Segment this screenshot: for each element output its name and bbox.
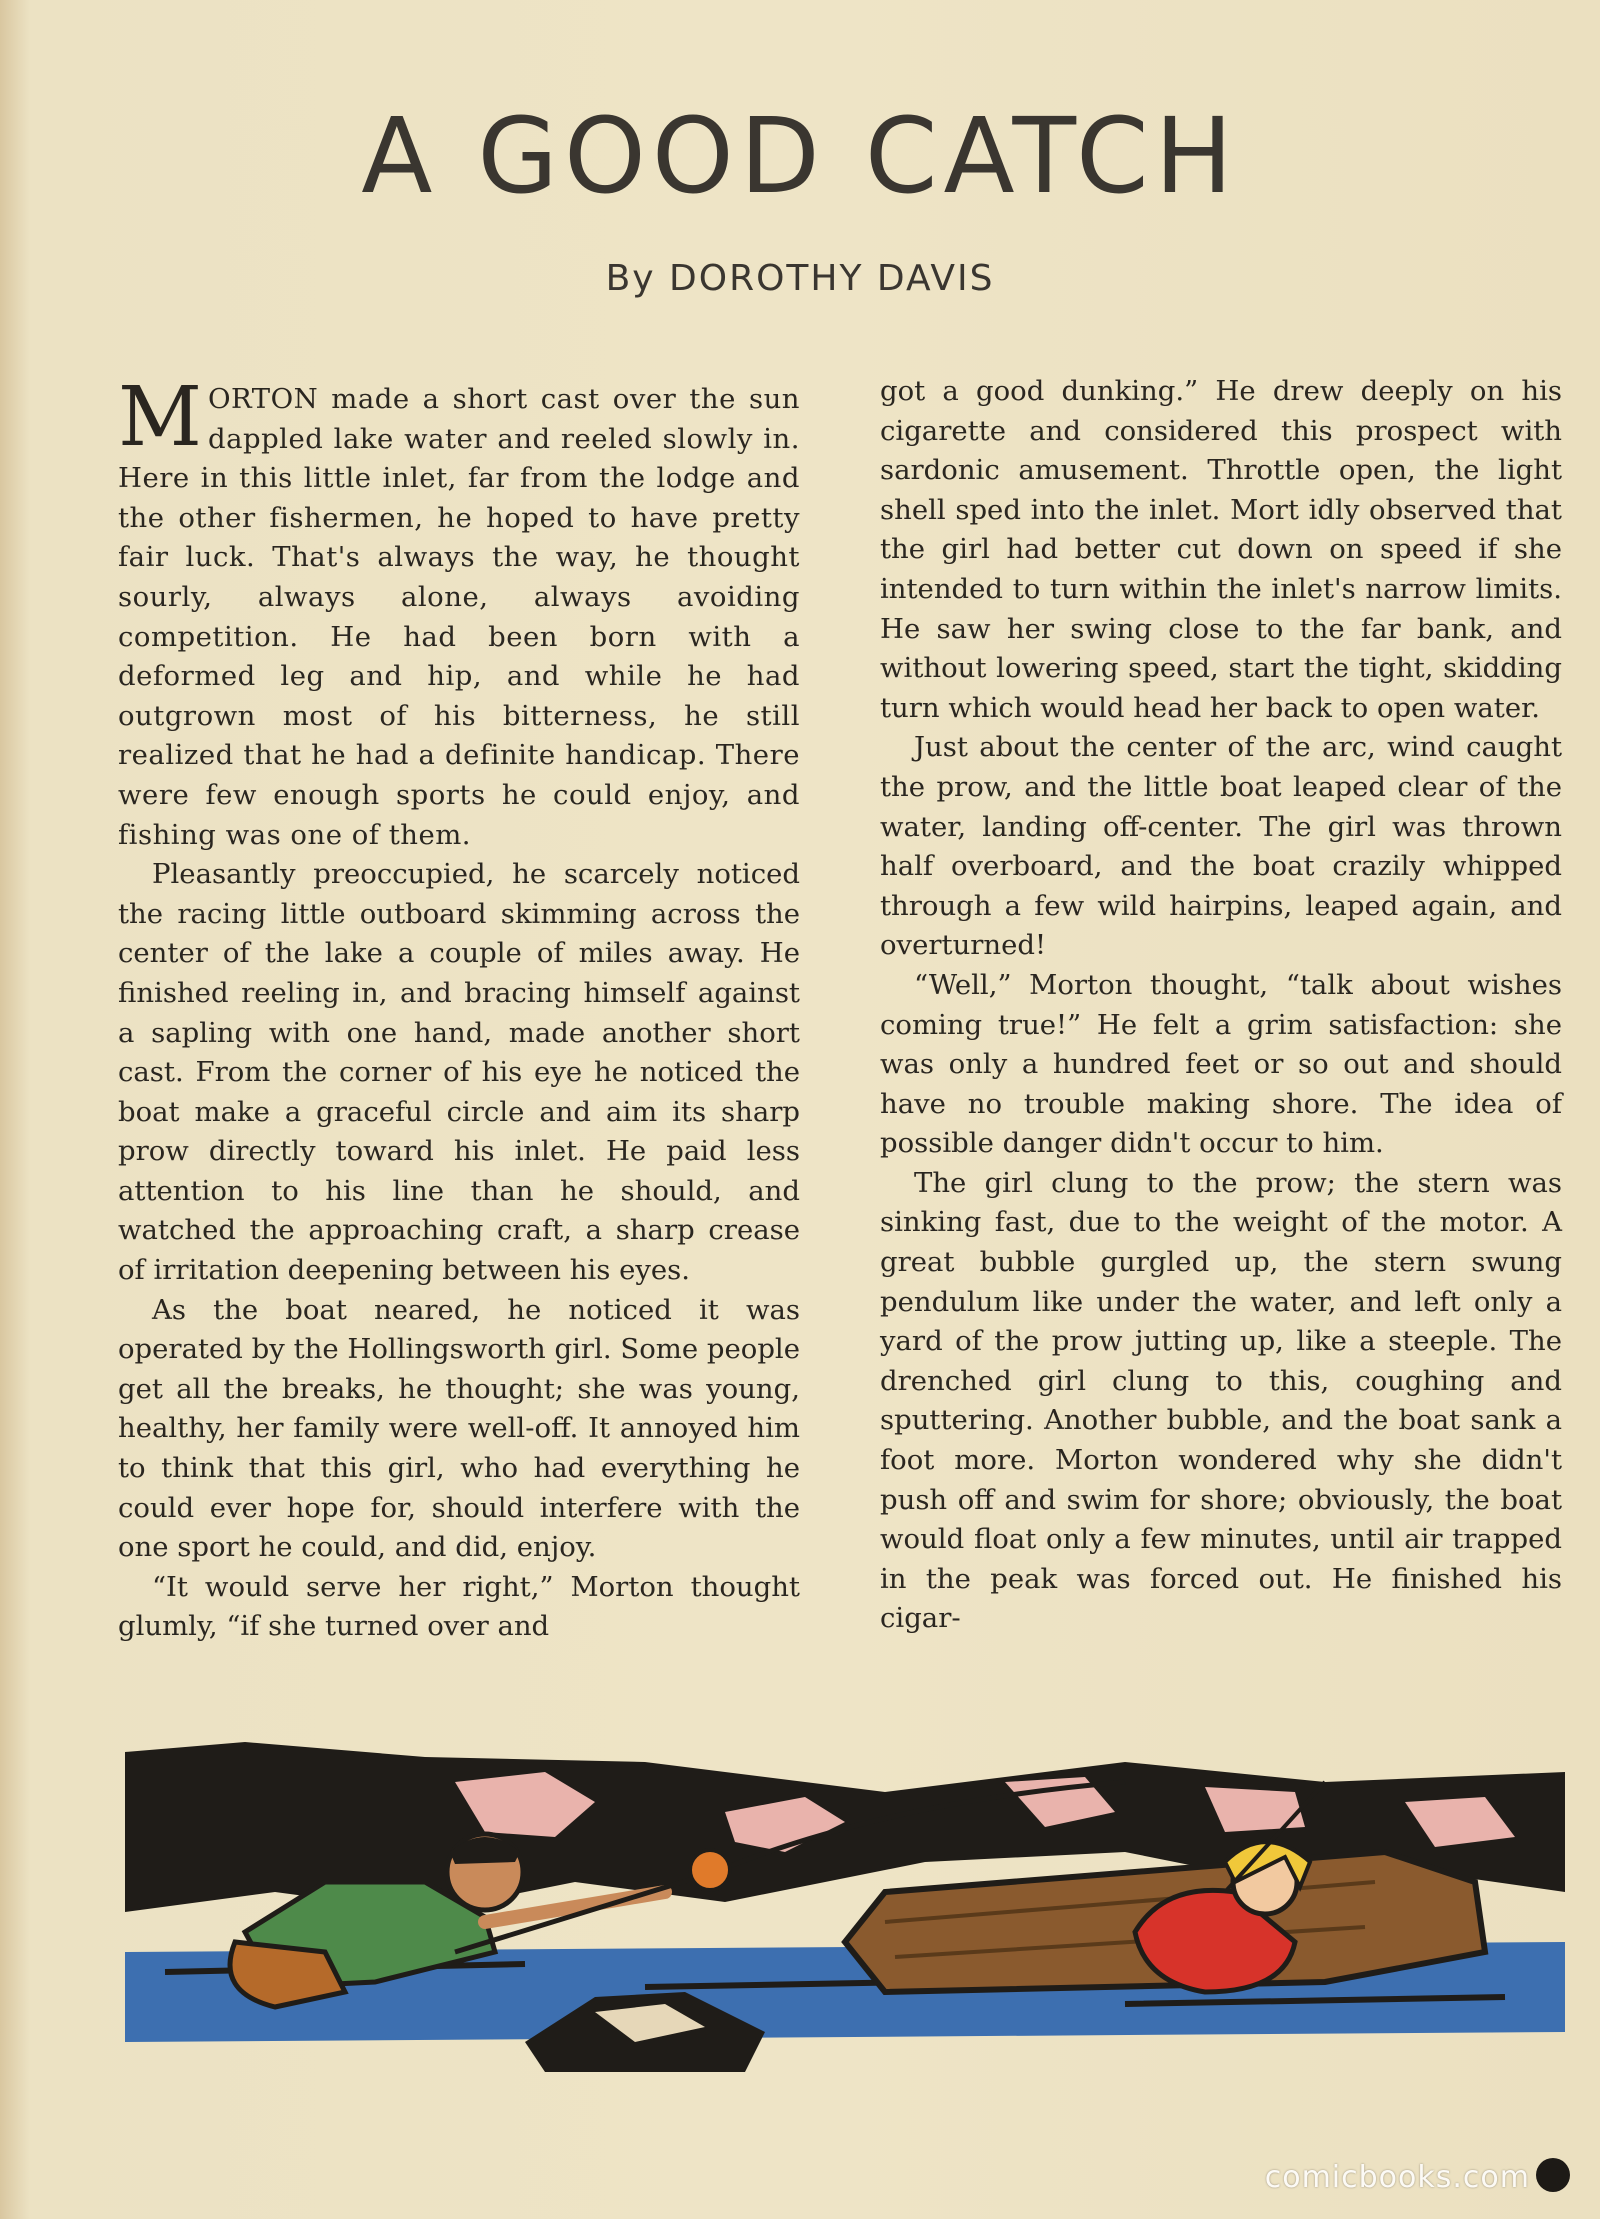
watermark-logo-icon — [1536, 2158, 1570, 2192]
paragraph: As the boat neared, he noticed it was operated by the Hollingsworth girl. Some people get all the breaks, he thought; she was young, healthy, her family were well-off. It annoyed him to think that this girl, who had everything he could ever hope for, should interfere with the one sport he could, and did, enjoy. — [118, 1293, 800, 1564]
paragraph: Pleasantly preoccupied, he scarcely noticed the racing little outboard skimming across the center of the lake a couple of miles away. He finished reeling in, and bracing himself against a sapling with one hand, made another short cast. From the corner of his eye he noticed the boat make a graceful circle and aim its sharp prow directly toward his inlet. He paid less attention to his line than he should, and watched the approaching craft, a sharp crease of irritation deepening between his eyes. — [118, 858, 800, 1287]
paragraph: “Well,” Morton thought, “talk about wishes coming true!” He felt a grim satisfaction: she was only a hundred feet or so out and should have no trouble making shore. The idea of possible danger didn't occur to him. — [880, 968, 1562, 1160]
fishing-illustration — [125, 1742, 1565, 2072]
paragraph: “It would serve her right,” Morton thought glumly, “if she turned over and — [118, 1570, 800, 1643]
paragraph: got a good dunking.” He drew deeply on his cigarette and considered this prospect with sardonic amusement. Throttle open, the light shell sped into the inlet. Mort idly observed that the girl had better cut down on speed if she intended to turn within the inlet's narrow limits. He saw her swing close to the far bank, and without lowering speed, start the tight, skidding turn which would head her back to open water. — [880, 375, 1562, 724]
left-column — [118, 370, 800, 1647]
story-title: A GOOD CATCH — [361, 95, 1239, 217]
watermark: comicbooks.com — [1264, 2160, 1530, 2195]
fishing-reel — [690, 1850, 730, 1890]
paragraph — [118, 370, 800, 855]
byline: By DOROTHY DAVIS — [605, 258, 995, 299]
right-column — [880, 372, 1562, 1639]
drop-cap: M — [118, 370, 202, 465]
paragraph: Just about the center of the arc, wind caught the prow, and the little boat leaped clear of the water, landing off-center. The girl was thrown half overboard, and the boat crazily whipped through a few wild hairpins, leaped again, and overturned! — [880, 731, 1562, 962]
paragraph: The girl clung to the prow; the stern was sinking fast, due to the weight of the motor. A great bubble gurgled up, the stern swung pendulum like under the water, and left only a yard of the prow jutting up, like a steeple. The drenched girl clung to this, coughing and sputtering. Another bubble, and the boat sank a foot more. Morton wondered why she didn't push off and swim for shore; obviously, the boat would float only a few minutes, until air trapped in the peak was forced out. He finished his cigar- — [880, 1166, 1562, 1635]
paragraph-text: ORTON made a short cast over the sun dappled lake water and reeled slowly in. Here in this little inlet, far from the lodge and the other fishermen, he hoped to have pretty fair luck. That's always the way, he thought sourly, always alone, always avoiding competition. He had been born with a deformed leg and hip, and while he had outgrown most of his bitterness, he still realized that he had a definite handicap. There were few enough sports he could enjoy, and fishing was one of them. — [118, 383, 800, 851]
